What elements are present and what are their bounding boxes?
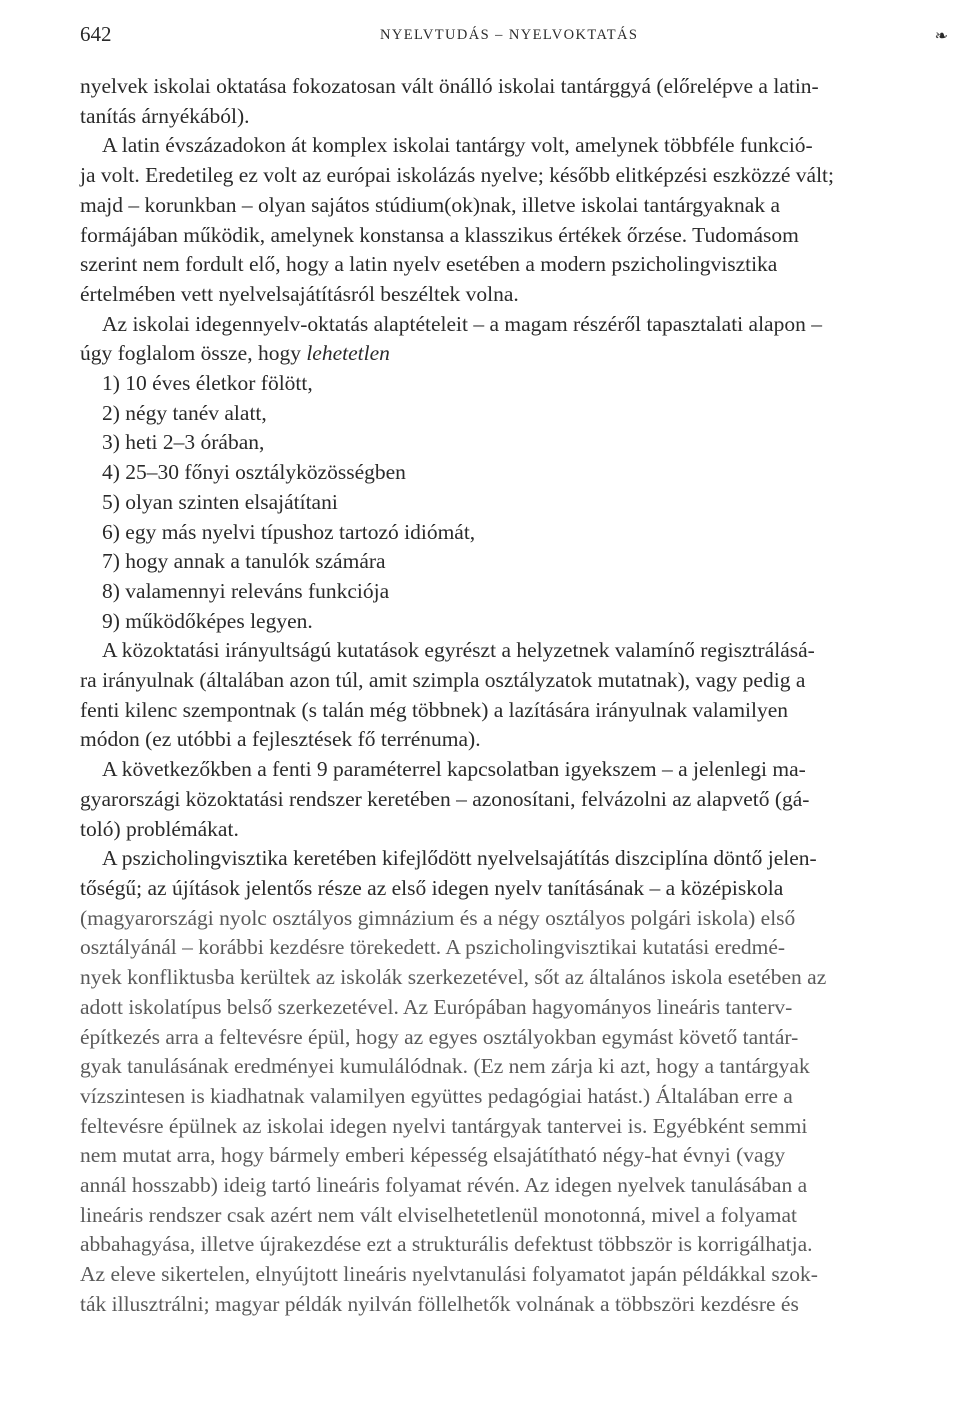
list-item: 7) hogy annak a tanulók számára <box>102 549 386 574</box>
text-line: tőségű; az újítások jelentős része az első idegen nyelv tanításának – a középiskola <box>80 875 784 900</box>
text-line: formájában működik, amelynek konstansa a klasszikus értékek őrzése. Tudomásom <box>80 222 799 247</box>
list-item: 2) négy tanév alatt, <box>102 400 267 425</box>
running-head: NYELVTUDÁS – NYELVOKTATÁS <box>380 27 639 43</box>
text-line: A latin évszázadokon át komplex iskolai tantárgy volt, amelynek többféle funkció- <box>102 133 813 158</box>
text-line: nyelvek iskolai oktatása fokozatosan vált önálló iskolai tantárggyá (előrelépve a latin- <box>80 74 819 98</box>
list-item: 5) olyan szinten elsajátítani <box>102 489 338 514</box>
list-item: 8) valamennyi releváns funkciója <box>102 578 390 603</box>
text-line: vízszintesen is kiadhatnak valamilyen együttes pedagógiai hatást.) Általában erre a <box>80 1083 793 1108</box>
text-line: nyek konfliktusba kerültek az iskolák szerkezetével, sőt az általános iskola esetében az <box>80 965 827 990</box>
text-line: Az eleve sikertelen, elnyújtott lineáris nyelvtanulási folyamatot japán példákkal szok- <box>80 1262 818 1287</box>
list-item: 1) 10 éves életkor fölött, <box>102 371 313 396</box>
text-line: A pszicholingvisztika keretében kifejlődött nyelvelsajátítás diszciplína döntő jelen- <box>102 846 817 871</box>
emphasis-word: lehetetlen <box>306 341 390 366</box>
text-line: adott iskolatípus belső szerkezetével. Az Európában hagyományos lineáris tanterv- <box>80 994 793 1019</box>
page-header <box>80 22 948 52</box>
text-line: A következőkben a fenti 9 paraméterrel kapcsolatban igyekszem – a jelenlegi ma- <box>102 757 806 782</box>
text-line: értelmében vett nyelvelsajátításról beszéltek volna. <box>80 281 519 306</box>
text-line: feltevésre épülnek az iskolai idegen nyelvi tantárgyak tantervei is. Egyébként semmi <box>80 1113 808 1138</box>
text-line: A közoktatási irányultságú kutatások egyrészt a helyzetnek valamínő regisztrálásá- <box>102 638 815 663</box>
list-item: 3) heti 2–3 órában, <box>102 430 265 455</box>
text-line: ja volt. Eredetileg ez volt az európai iskolázás nyelve; később elitképzési eszközzé vált; <box>80 163 834 188</box>
fleuron-icon: ❧ <box>934 28 948 45</box>
text-run: úgy foglalom össze, hogy <box>80 341 307 366</box>
text-line: (magyarországi nyolc osztályos gimnázium és a négy osztályos polgári iskola) első <box>80 905 796 930</box>
text-line <box>80 339 950 369</box>
text-line: toló) problémákat. <box>80 816 239 841</box>
text-line: tanítás árnyékából). <box>80 103 250 128</box>
text-line: abbahagyása, illetve újrakezdése ezt a strukturális defektust többször is korrigálhatja. <box>80 1232 813 1257</box>
text-line: ták illusztrálni; magyar példák nyilván föllelhetők volnának a többszöri kezdésre és <box>80 1291 799 1316</box>
text-line: Az iskolai idegennyelv-oktatás alaptételeit – a magam részéről tapasztalati alapon – <box>102 311 822 336</box>
text-line: ra irányulnak (általában azon túl, amit szimpla osztályzatok mutatnak), vagy pedig a <box>80 668 806 693</box>
text-line: fenti kilenc szempontnak (s talán még többnek) a lazítására irányulnak valamilyen <box>80 697 789 722</box>
text-line: annál hosszabb) ideig tartó lineáris folyamat révén. Az idegen nyelvek tanulásában a <box>80 1173 808 1198</box>
text-line: szerint nem fordult elő, hogy a latin nyelv esetében a modern pszicholingvisztika <box>80 252 778 277</box>
list-item: 4) 25–30 főnyi osztályközösségben <box>102 460 406 485</box>
text-line: majd – korunkban – olyan sajátos stúdium(ok)nak, illetve iskolai tantárgyaknak a <box>80 192 780 217</box>
text-line: gyak tanulásának eredményei kumulálódnak. (Ez nem zárja ki azt, hogy a tantárgyak <box>80 1054 810 1079</box>
text-line: gyarországi közoktatási rendszer keretében – azonosítani, felvázolni az alapvető (gá- <box>80 786 810 811</box>
text-line: építkezés arra a feltevésre épül, hogy az egyes osztályokban egymást követő tantár- <box>80 1024 799 1049</box>
page-number: 642 <box>80 22 112 46</box>
list-item: 9) működőképes legyen. <box>102 608 313 633</box>
body-text <box>80 72 950 1320</box>
text-line: osztályánál – korábbi kezdésre törekedett. A pszicholingvisztikai kutatási eredmé- <box>80 935 786 960</box>
text-line: lineáris rendszer csak azért nem vált elviselhetetlenül monotonná, mivel a folyamat <box>80 1202 797 1227</box>
text-line: nem mutat arra, hogy bármely emberi képesség elsajátítható négy-hat évnyi (vagy <box>80 1143 786 1168</box>
list-item: 6) egy más nyelvi típushoz tartozó idiómát, <box>102 519 476 544</box>
text-line: módon (ez utóbbi a fejlesztések fő terrénuma). <box>80 727 481 752</box>
